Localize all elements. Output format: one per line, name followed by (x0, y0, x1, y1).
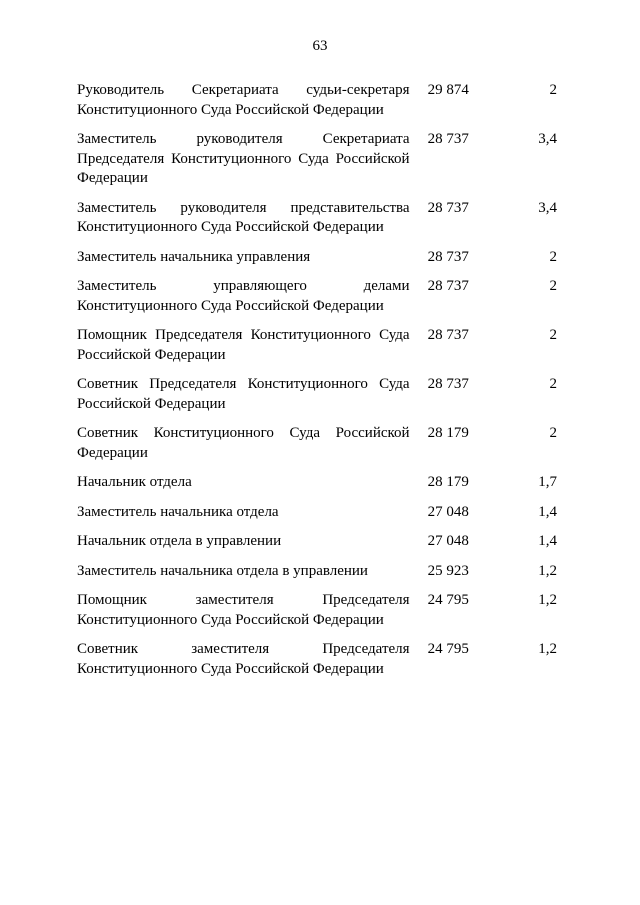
page-number: 63 (312, 38, 328, 54)
table-row (77, 562, 557, 582)
salary-value: 27 048 (427, 533, 469, 549)
salary-value: 28 179 (427, 425, 469, 441)
salary-value: 28 737 (427, 248, 469, 265)
salary-value: 28 737 (427, 278, 469, 294)
table-row (77, 640, 557, 679)
table-row (77, 81, 557, 120)
salary-value: 25 923 (427, 562, 469, 579)
salary-value: 24 795 (427, 592, 469, 608)
position-title: Помощник заместителя Председателя Конституционного Суда Российской Федерации (77, 592, 410, 628)
table-row (77, 503, 557, 523)
positions-table (77, 81, 557, 689)
table-row (77, 473, 557, 493)
table-row (77, 424, 557, 463)
position-title: Заместитель начальника отдела в управлении (77, 562, 368, 579)
position-title: Помощник Председателя Конституционного Суда Российской Федерации (77, 327, 410, 363)
coefficient-value: 3,4 (538, 131, 557, 147)
position-title: Заместитель начальника отдела (77, 503, 279, 520)
table-row (77, 591, 557, 630)
salary-value: 28 737 (427, 327, 469, 343)
coefficient-value: 1,4 (538, 533, 557, 549)
position-title: Руководитель Секретариата судьи-секретаря Конституционного Суда Российской Федерации (77, 82, 410, 118)
coefficient-value: 2 (549, 248, 557, 265)
coefficient-value: 2 (549, 327, 557, 343)
position-title: Заместитель начальника управления (77, 248, 311, 265)
coefficient-value: 1,4 (538, 503, 557, 520)
coefficient-value: 1,2 (538, 562, 557, 579)
coefficient-value: 1,2 (538, 641, 557, 657)
coefficient-value: 2 (549, 278, 557, 294)
table-row (77, 277, 557, 316)
coefficient-value: 2 (549, 82, 557, 98)
table-row (77, 532, 557, 552)
coefficient-value: 1,2 (538, 592, 557, 608)
coefficient-value: 2 (549, 376, 557, 392)
position-title: Начальник отдела в управлении (77, 533, 282, 549)
table-row (77, 375, 557, 414)
salary-value: 24 795 (427, 641, 469, 657)
position-title: Заместитель руководителя представительства Конституционного Суда Российской Федерации (77, 199, 410, 235)
salary-value: 28 737 (427, 131, 469, 147)
position-title: Заместитель управляющего делами Конституционного Суда Российской Федерации (77, 278, 410, 314)
salary-value: 28 737 (427, 376, 469, 392)
salary-value: 29 874 (427, 82, 469, 98)
table-row (77, 130, 557, 189)
position-title: Советник Председателя Конституционного Суда Российской Федерации (77, 376, 410, 412)
salary-value: 28 179 (427, 474, 469, 490)
position-title: Советник заместителя Председателя Конституционного Суда Российской Федерации (77, 641, 410, 677)
table-row (77, 326, 557, 365)
position-title: Советник Конституционного Суда Российской Федерации (77, 425, 410, 461)
coefficient-value: 2 (549, 425, 557, 441)
table-row (77, 248, 557, 268)
position-title: Заместитель руководителя Секретариата Председателя Конституционного Суда Российской Федерации (77, 131, 410, 186)
coefficient-value: 1,7 (538, 474, 557, 490)
salary-value: 27 048 (427, 503, 469, 520)
table-row (77, 199, 557, 238)
salary-value: 28 737 (427, 199, 469, 216)
coefficient-value: 3,4 (538, 199, 557, 216)
position-title: Начальник отдела (77, 474, 192, 490)
